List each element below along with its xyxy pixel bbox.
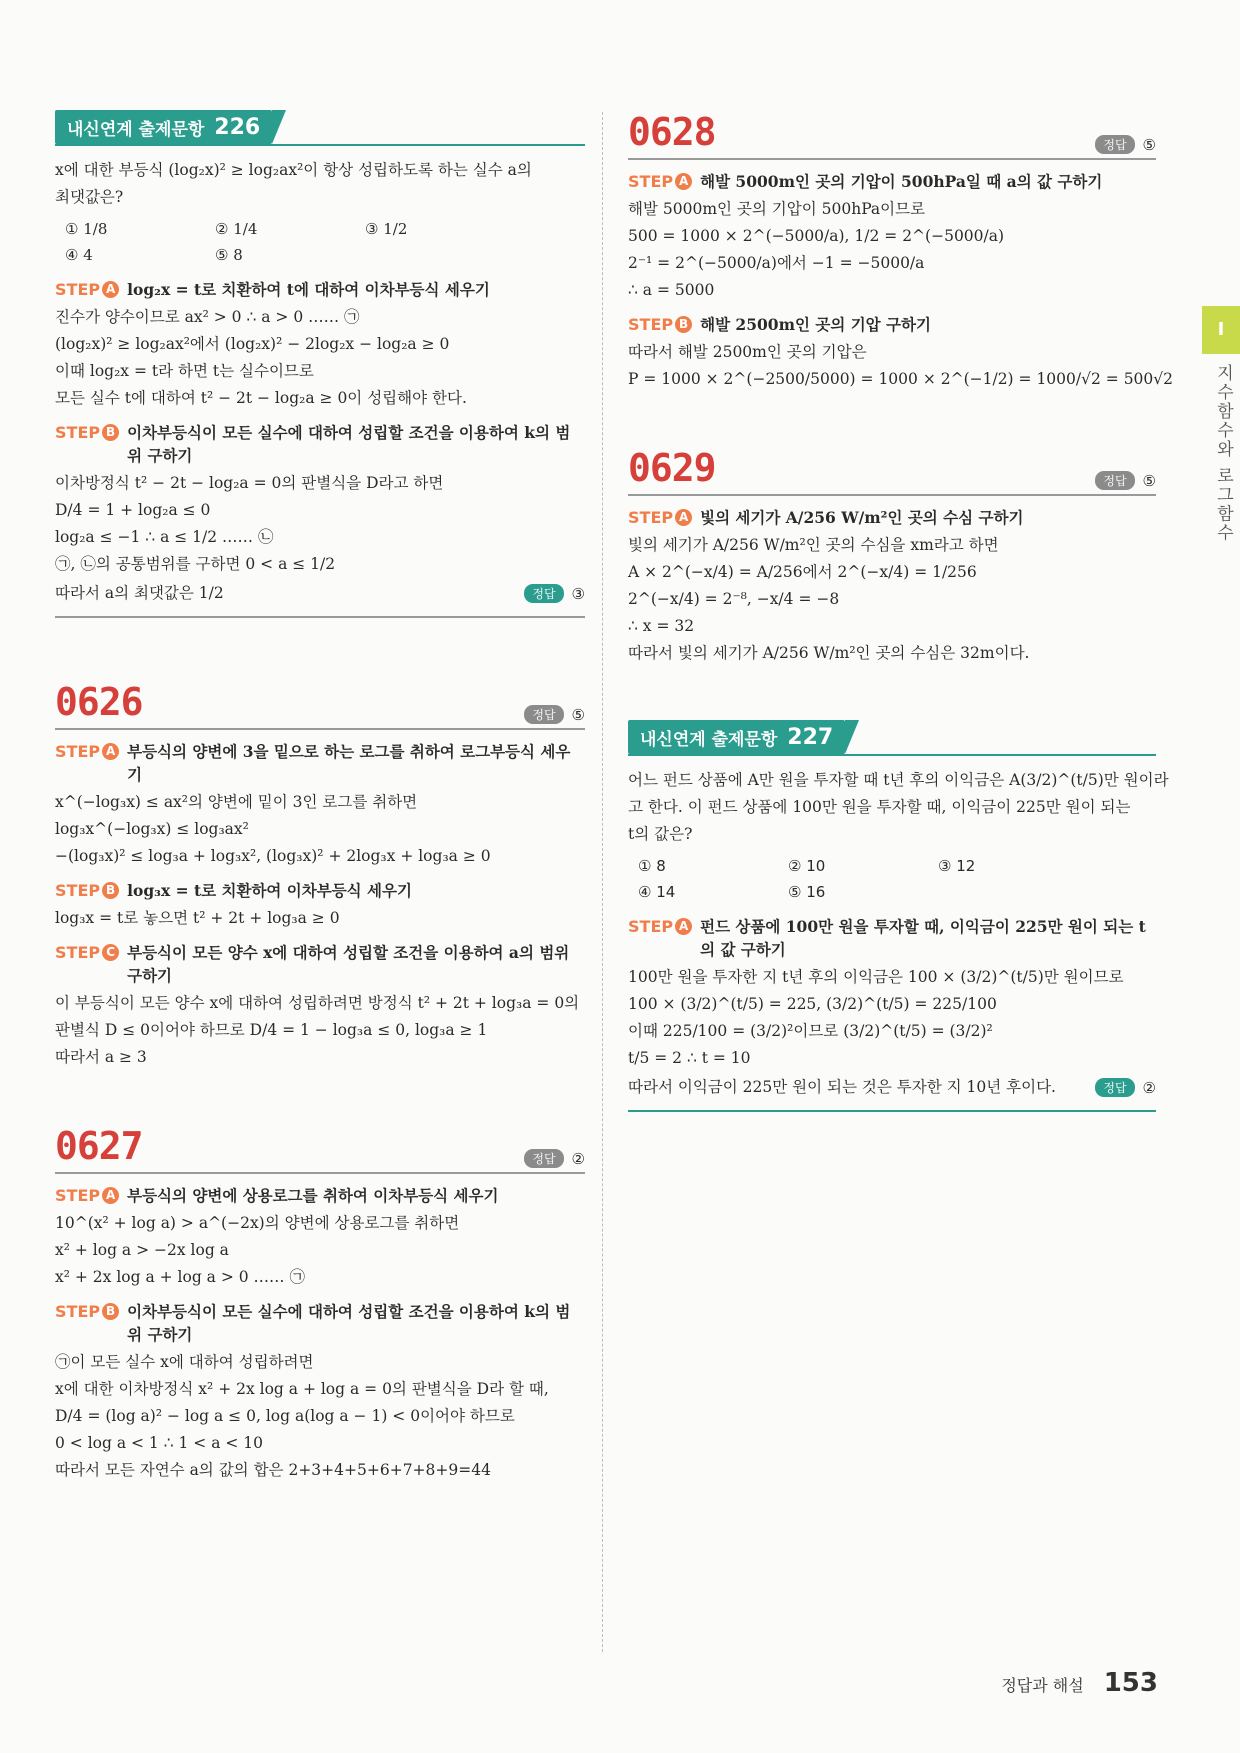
step-title: 펀드 상품에 100만 원을 투자할 때, 이익금이 225만 원이 되는 t의 값 구하기: [700, 917, 1146, 959]
answer-value: ⑤: [571, 705, 585, 724]
step-label: STEP: [55, 943, 101, 962]
answer: [1095, 471, 1156, 490]
step-a: [55, 1184, 585, 1207]
step-title: 이차부등식이 모든 실수에 대하여 성립할 조건을 이용하여 k의 범위 구하기: [127, 1302, 571, 1344]
step-label: STEP: [628, 917, 674, 936]
problem-header: [55, 680, 585, 730]
problem-0627: [55, 1124, 585, 1483]
solution-line: 따라서 해발 2500m인 곳의 기압은: [628, 343, 867, 361]
choice-3[interactable]: ③ 12: [938, 857, 976, 875]
answer-label: 정답: [524, 705, 563, 724]
question-line: 최댓값은?: [55, 188, 124, 206]
answer: [524, 584, 585, 603]
problem-227: [628, 720, 1169, 1112]
section-end-rule: [55, 616, 585, 618]
question-line: 고 한다. 이 펀드 상품에 100만 원을 투자할 때, 이익금이 225만 원이 되는: [628, 798, 1131, 816]
step-letter: A: [102, 281, 119, 298]
solution-line: x에 대한 이차방정식 x² + 2x log a + log a = 0의 판별식을 D라 할 때,: [55, 1380, 549, 1398]
gap: [628, 394, 1156, 446]
solution-line: 이때 log₂x = t라 하면 t는 실수이므로: [55, 362, 314, 380]
footer-label: 정답과 해설: [1001, 1676, 1084, 1695]
step-letter: B: [675, 316, 692, 333]
gap: [55, 1072, 585, 1124]
step-letter: A: [102, 743, 119, 760]
solution-line: ∴ x = 32: [628, 617, 695, 635]
choice-2[interactable]: ② 10: [788, 857, 826, 875]
choice-4[interactable]: ④ 4: [65, 246, 93, 264]
answer-value: ⑤: [1142, 471, 1156, 490]
step-tag: [628, 313, 692, 336]
step-letter: A: [102, 1187, 119, 1204]
step-tag: [628, 915, 692, 938]
step-title: 빛의 세기가 A/256 W/m²인 곳의 수심 구하기: [700, 508, 1024, 527]
solution-line: 빛의 세기가 A/256 W/m²인 곳의 수심을 xm라고 하면: [628, 536, 999, 554]
step-label: STEP: [628, 172, 674, 191]
solution-line: −(log₃x)² ≤ log₃a + log₃x², (log₃x)² + 2log₃x + log₃a ≥ 0: [55, 847, 491, 865]
step-letter: A: [675, 509, 692, 526]
choice-1[interactable]: ① 1/8: [65, 220, 108, 238]
badge-number: 226: [214, 114, 261, 140]
solution-line: 이차방정식 t² − 2t − log₂a = 0의 판별식을 D라고 하면: [55, 474, 444, 492]
answer-label: 정답: [1095, 135, 1134, 154]
answer: [1095, 1078, 1156, 1097]
step-label: STEP: [628, 508, 674, 527]
answer-value: ⑤: [1142, 135, 1156, 154]
problem-226: [55, 110, 585, 618]
answer-value: ②: [571, 1149, 585, 1168]
step-c: [55, 941, 585, 987]
naesin-badge: [628, 720, 845, 754]
step-a: [628, 915, 1156, 961]
problem-226-header: [55, 110, 585, 146]
solution-line: P = 1000 × 2^(−2500/5000) = 1000 × 2^(−1/2) = 1000/√2 = 500√2: [628, 370, 1174, 388]
section-end-rule: [628, 1110, 1156, 1112]
solution-line: 10^(x² + log a) > a^(−2x)의 양변에 상용로그를 취하면: [55, 1214, 460, 1232]
solution-line: D/4 = 1 + log₂a ≤ 0: [55, 501, 211, 519]
step-letter: B: [102, 424, 119, 441]
question-line: t의 값은?: [628, 825, 693, 843]
question-line: x에 대한 부등식 (log₂x)² ≥ log₂ax²이 항상 성립하도록 하는 실수 a의: [55, 161, 532, 179]
naesin-badge: [55, 110, 272, 144]
step-label: STEP: [628, 315, 674, 334]
problem-header: [55, 1124, 585, 1174]
step-tag: [55, 941, 119, 964]
solution-line: ∴ a = 5000: [628, 281, 715, 299]
solution-line: 따라서 a ≥ 3: [55, 1048, 147, 1066]
solution-line: 이 부등식이 모든 양수 x에 대하여 성립하려면 방정식 t² + 2t + log₃a = 0의: [55, 994, 580, 1012]
solution-line: 진수가 양수이므로 ax² > 0 ∴ a > 0 …… ㉠: [55, 308, 360, 326]
step-b: [628, 313, 1156, 336]
step-title: 부등식이 모든 양수 x에 대하여 성립할 조건을 이용하여 a의 범위 구하기: [127, 943, 570, 985]
solution-line: (log₂x)² ≥ log₂ax²에서 (log₂x)² − 2log₂x − log₂a ≥ 0: [55, 335, 450, 353]
answer-label: 정답: [524, 584, 563, 603]
answer: [1095, 135, 1156, 154]
step-title: log₃x = t로 치환하여 이차부등식 세우기: [127, 881, 412, 900]
step-title: log₂x = t로 치환하여 t에 대하여 이차부등식 세우기: [127, 280, 490, 299]
choices: [65, 216, 585, 268]
step-a: [628, 506, 1156, 529]
choice-5[interactable]: ⑤ 8: [215, 246, 243, 264]
problem-number: 0628: [628, 110, 716, 154]
answer-value: ③: [571, 584, 585, 603]
solution-line: log₃x = t로 놓으면 t² + 2t + log₃a ≥ 0: [55, 909, 340, 927]
step-letter: C: [102, 944, 119, 961]
question-line: 어느 펀드 상품에 A만 원을 투자할 때 t년 후의 이익금은 A(3/2)^(t/5)만 원이라: [628, 771, 1169, 789]
solution-line: ㉠이 모든 실수 x에 대하여 성립하려면: [55, 1353, 314, 1371]
solution-line: 2⁻¹ = 2^(−5000/a)에서 −1 = −5000/a: [628, 254, 925, 272]
step-letter: B: [102, 882, 119, 899]
step-tag: [55, 1300, 119, 1323]
page-footer: [1001, 1668, 1158, 1698]
step-tag: [55, 879, 119, 902]
solution-line: 해발 5000m인 곳의 기압이 500hPa이므로: [628, 200, 926, 218]
solution-line: A × 2^(−x/4) = A/256에서 2^(−x/4) = 1/256: [628, 563, 977, 581]
choices: [638, 853, 1156, 905]
choice-4[interactable]: ④ 14: [638, 883, 676, 901]
badge-label: 내신연계 출제문항: [640, 729, 778, 750]
right-column: [628, 110, 1174, 1122]
gap: [55, 628, 585, 680]
step-tag: [55, 740, 119, 763]
problem-header: [628, 446, 1156, 496]
problem-227-header: [628, 720, 1156, 756]
problem-header: [628, 110, 1156, 160]
step-label: STEP: [55, 1186, 101, 1205]
solution-line: 판별식 D ≤ 0이어야 하므로 D/4 = 1 − log₃a ≤ 0, log₃a ≥ 1: [55, 1021, 488, 1039]
step-a: [55, 278, 585, 301]
step-label: STEP: [55, 742, 101, 761]
problem-0628: [628, 110, 1174, 392]
solution-line: log₃x^(−log₃x) ≤ log₃ax²: [55, 820, 249, 838]
answer: [524, 1149, 585, 1168]
solution-line: 모든 실수 t에 대하여 t² − 2t − log₂a ≥ 0이 성립해야 한다.: [55, 389, 467, 407]
solution-line: x² + log a > −2x log a: [55, 1241, 229, 1259]
solution-line: 이때 225/100 = (3/2)²이므로 (3/2)^(t/5) = (3/2)²: [628, 1022, 993, 1040]
solution-line: 따라서 빛의 세기가 A/256 W/m²인 곳의 수심은 32m이다.: [628, 644, 1030, 662]
solution-line: 따라서 모든 자연수 a의 값의 합은 2+3+4+5+6+7+8+9=44: [55, 1461, 491, 1479]
step-title: 부등식의 양변에 상용로그를 취하여 이차부등식 세우기: [127, 1186, 499, 1205]
step-a: [55, 740, 585, 786]
chapter-tab[interactable]: I: [1202, 306, 1240, 354]
conclusion: 따라서 이익금이 225만 원이 되는 것은 투자한 지 10년 후이다.: [628, 1078, 1056, 1096]
problem-number: 0629: [628, 446, 716, 490]
problem-0629: [628, 446, 1156, 666]
step-b: [55, 879, 585, 902]
page-number: 153: [1103, 1668, 1158, 1698]
choice-5[interactable]: ⑤ 16: [788, 883, 826, 901]
step-letter: A: [675, 173, 692, 190]
step-title: 부등식의 양변에 3을 밑으로 하는 로그를 취하여 로그부등식 세우기: [127, 742, 571, 784]
solution-line: x^(−log₃x) ≤ ax²의 양변에 밑이 3인 로그를 취하면: [55, 793, 418, 811]
step-title: 해발 5000m인 곳의 기압이 500hPa일 때 a의 값 구하기: [700, 172, 1103, 191]
step-a: [628, 170, 1156, 193]
chapter-label: 지수함수와 로그함수: [1213, 364, 1233, 543]
problem-number: 0627: [55, 1124, 143, 1168]
choice-1[interactable]: ① 8: [638, 857, 666, 875]
step-title: 해발 2500m인 곳의 기압 구하기: [700, 315, 931, 334]
conclusion: 따라서 a의 최댓값은 1/2: [55, 584, 224, 602]
column-divider: [602, 112, 603, 1652]
problem-number: 0626: [55, 680, 143, 724]
step-label: STEP: [55, 881, 101, 900]
step-label: STEP: [55, 280, 101, 299]
gap: [628, 668, 1156, 720]
conclusion-row: [628, 1073, 1156, 1102]
step-title: 이차부등식이 모든 실수에 대하여 성립할 조건을 이용하여 k의 범위 구하기: [127, 423, 571, 465]
step-b: [55, 1300, 585, 1346]
answer-label: 정답: [1095, 1078, 1134, 1097]
solution-line: ㉠, ㉡의 공통범위를 구하면 0 < a ≤ 1/2: [55, 555, 336, 573]
step-label: STEP: [55, 1302, 101, 1321]
solution-line: 100 × (3/2)^(t/5) = 225, (3/2)^(t/5) = 225/100: [628, 995, 997, 1013]
solution-line: D/4 = (log a)² − log a ≤ 0, log a(log a − 1) < 0이어야 하므로: [55, 1407, 515, 1425]
answer-value: ②: [1142, 1078, 1156, 1097]
problem-0626: [55, 680, 585, 1070]
answer-label: 정답: [524, 1149, 563, 1168]
solution-line: log₂a ≤ −1 ∴ a ≤ 1/2 …… ㉡: [55, 528, 274, 546]
badge-label: 내신연계 출제문항: [67, 119, 205, 140]
step-b: [55, 421, 585, 467]
step-tag: [628, 170, 692, 193]
solution-line: x² + 2x log a + log a > 0 …… ㉠: [55, 1268, 305, 1286]
solution-line: 500 = 1000 × 2^(−5000/a), 1/2 = 2^(−5000/a): [628, 227, 1005, 245]
solution-line: 2^(−x/4) = 2⁻⁸, −x/4 = −8: [628, 590, 840, 608]
step-tag: [55, 278, 119, 301]
step-tag: [628, 506, 692, 529]
answer: [524, 705, 585, 724]
step-letter: A: [675, 918, 692, 935]
step-tag: [55, 421, 119, 444]
choice-2[interactable]: ② 1/4: [215, 220, 258, 238]
conclusion-row: [55, 579, 585, 608]
choice-3[interactable]: ③ 1/2: [365, 220, 408, 238]
answer-label: 정답: [1095, 471, 1134, 490]
left-column: [55, 110, 585, 1485]
solution-line: 100만 원을 투자한 지 t년 후의 이익금은 100 × (3/2)^(t/5)만 원이므로: [628, 968, 1124, 986]
step-label: STEP: [55, 423, 101, 442]
solution-line: t/5 = 2 ∴ t = 10: [628, 1049, 751, 1067]
badge-number: 227: [787, 724, 834, 750]
solution-line: 0 < log a < 1 ∴ 1 < a < 10: [55, 1434, 264, 1452]
step-letter: B: [102, 1303, 119, 1320]
step-tag: [55, 1184, 119, 1207]
